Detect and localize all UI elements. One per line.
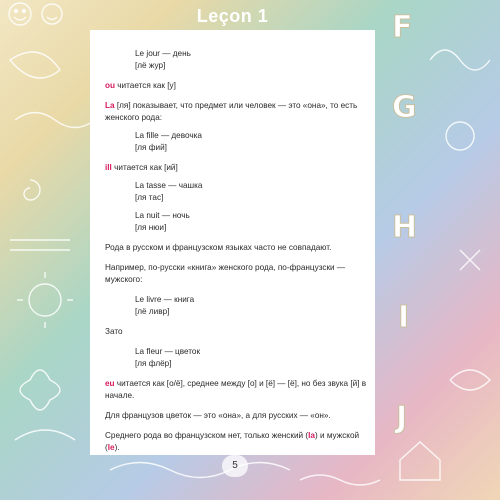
example-transcription: [ля нюи] xyxy=(135,223,167,232)
example-transcription: [ля флёр] xyxy=(135,359,172,368)
example-word: La nuit — ночь xyxy=(135,211,190,220)
example-word: La fleur — цветок xyxy=(135,347,201,356)
example-transcription: [ля тас] xyxy=(135,193,164,202)
leaf-doodle xyxy=(10,52,60,78)
smiley-face-doodle-2 xyxy=(42,4,62,24)
example-la-tasse xyxy=(105,180,367,204)
example-word: La fille — девочка xyxy=(135,131,202,140)
spiral-doodle xyxy=(24,180,40,200)
example-la-fleur xyxy=(105,346,367,370)
highlight-term: ou xyxy=(105,81,116,90)
example-word: Le jour — день xyxy=(135,49,191,58)
lesson-title: Leçon 1 xyxy=(196,6,269,26)
example-word: La tasse — чашка xyxy=(135,181,203,190)
paragraph-example-book: Например, по-русски «книга» женского рода, по-французски — мужского: xyxy=(105,263,346,284)
highlight-term: la xyxy=(308,431,315,440)
side-letter-g: G xyxy=(392,90,417,125)
rule-text: читается как [о/ё], среднее между [о] и [ё] — [ё], но без звука [й] в начале. xyxy=(105,379,367,400)
example-le-livre xyxy=(105,294,367,318)
paragraph-text: ). xyxy=(114,443,120,452)
highlight-term: eu xyxy=(105,379,115,388)
paragraph-no-neuter xyxy=(105,430,367,454)
rule-ill xyxy=(105,162,367,234)
highlight-term: La xyxy=(105,101,115,110)
paragraph-however: Зато xyxy=(105,327,123,336)
side-letter-h: H xyxy=(392,210,418,245)
example-la-nuit xyxy=(105,210,367,234)
paragraph-text: ) и мужской ( xyxy=(105,431,360,452)
side-letter-j: J xyxy=(396,400,408,435)
example-word: Le livre — книга xyxy=(135,295,195,304)
paragraph-text: Среднего рода во французском нет, только женский ( xyxy=(105,431,309,440)
side-letter-i: I xyxy=(398,300,410,335)
side-letter-f: F xyxy=(392,10,413,45)
example-transcription: [лё жур] xyxy=(135,61,166,70)
rule-eu xyxy=(105,378,367,402)
rule-text: читается как [ий] xyxy=(111,163,178,172)
sun-doodle xyxy=(29,284,61,316)
rule-la xyxy=(105,100,367,154)
smiley-face-doodle xyxy=(9,3,31,25)
example-la-fille xyxy=(105,130,367,154)
flower-doodle xyxy=(20,370,60,410)
example-transcription: [ля фий] xyxy=(135,143,167,152)
rule-text: [ля] показывает, что предмет или человек — это «она», то есть женского рода: xyxy=(105,101,358,122)
example-transcription: [лё ливр] xyxy=(135,307,170,316)
alphabet-side-strip xyxy=(380,10,440,470)
smiley-face-doodle-3 xyxy=(446,122,474,150)
page-number: 5 xyxy=(232,460,238,471)
highlight-term: le xyxy=(107,443,115,452)
paragraph-flower-gender: Для французов цветок — это «она», а для русских — «он». xyxy=(105,411,331,420)
lesson-content xyxy=(105,48,367,454)
highlight-term: ill xyxy=(105,163,112,172)
rule-ou xyxy=(105,80,367,92)
example-le-jour xyxy=(105,48,367,72)
paragraph-gender-mismatch: Рода в русском и французском языках часто не совпадают. xyxy=(105,243,332,252)
rule-text: читается как [у] xyxy=(115,81,176,90)
